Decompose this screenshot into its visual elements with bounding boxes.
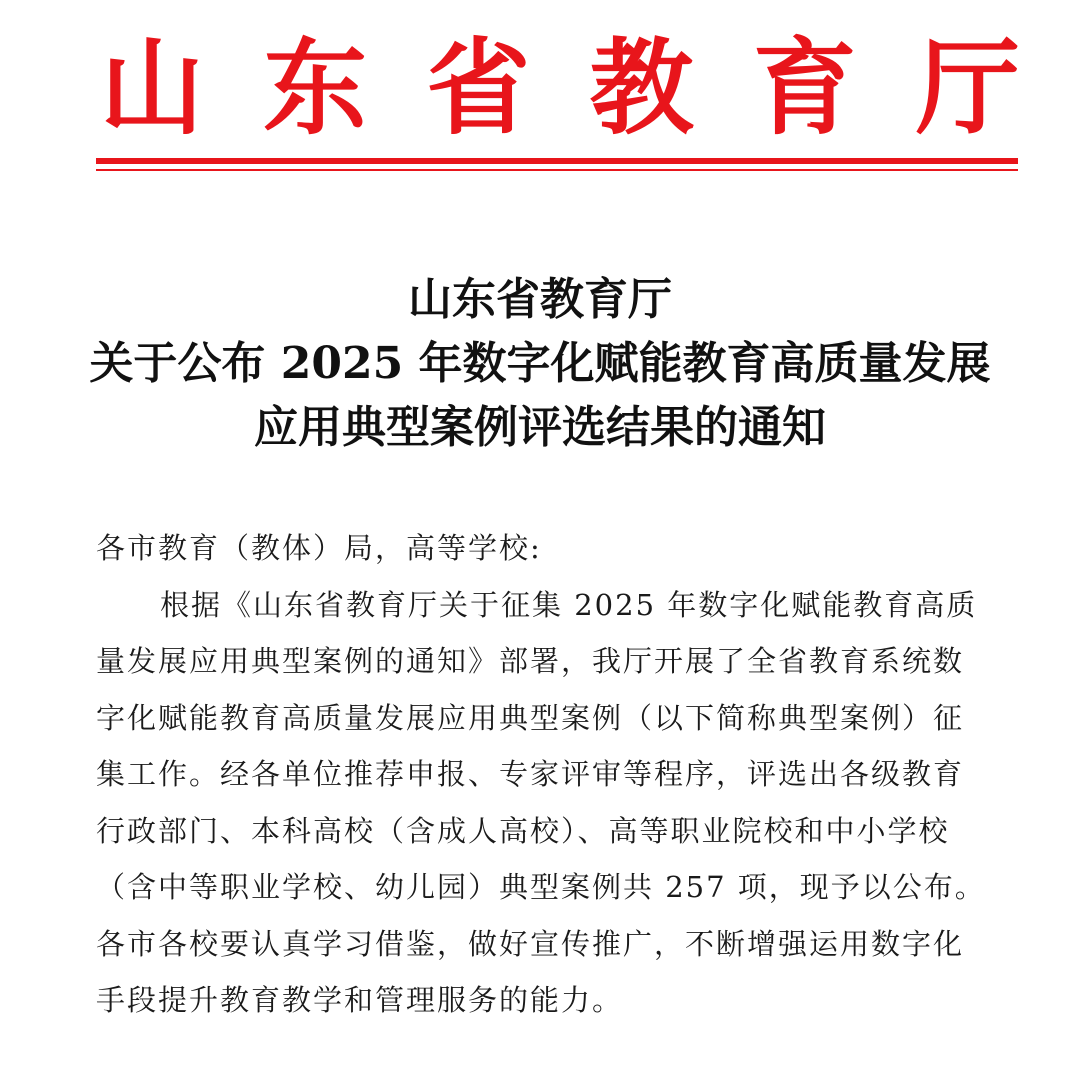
- paragraph-line: 各市各校要认真学习借鉴，做好宣传推广，不断增强运用数字化: [96, 926, 965, 961]
- paragraph-line: 手段提升教育教学和管理服务的能力。: [96, 983, 624, 1017]
- paragraph-line: 行政部门、本科高校（含成人高校）、高等职业院校和中小学校: [96, 813, 950, 848]
- title-line: 关于公布 2025 年数字化赋能教育高质量发展: [89, 338, 991, 389]
- header-divider-thick: [96, 158, 1018, 164]
- salutation: 各市教育（教体）局，高等学校:: [96, 531, 542, 565]
- paragraph-line: 集工作。经各单位推荐申报、专家评审等程序，评选出各级教育: [96, 757, 965, 791]
- paragraph-line: 根据《山东省教育厅关于征集 2025 年数字化赋能教育高质: [160, 587, 978, 622]
- document-title: [0, 268, 1080, 460]
- masthead-char: 教: [589, 27, 694, 149]
- header-divider-thin: [96, 169, 1018, 171]
- document-body: [96, 520, 1020, 1029]
- paragraph-line: （含中等职业学校、幼儿园）典型案例共 257 项，现予以公布。: [96, 870, 986, 904]
- masthead-char: 厅: [915, 27, 1020, 149]
- masthead-char: 省: [426, 27, 531, 149]
- masthead-organization-name: [100, 28, 1020, 148]
- masthead-char: 东: [263, 27, 368, 149]
- title-line: 山东省教育厅: [408, 274, 672, 325]
- masthead-char: 育: [752, 27, 857, 149]
- paragraph-line: 字化赋能教育高质量发展应用典型案例（以下简称典型案例）征: [96, 700, 965, 735]
- paragraph-line: 量发展应用典型案例的通知》部署，我厅开展了全省教育系统数: [96, 644, 965, 678]
- title-line: 应用典型案例评选结果的通知: [254, 402, 826, 453]
- masthead-char: 山: [100, 27, 205, 149]
